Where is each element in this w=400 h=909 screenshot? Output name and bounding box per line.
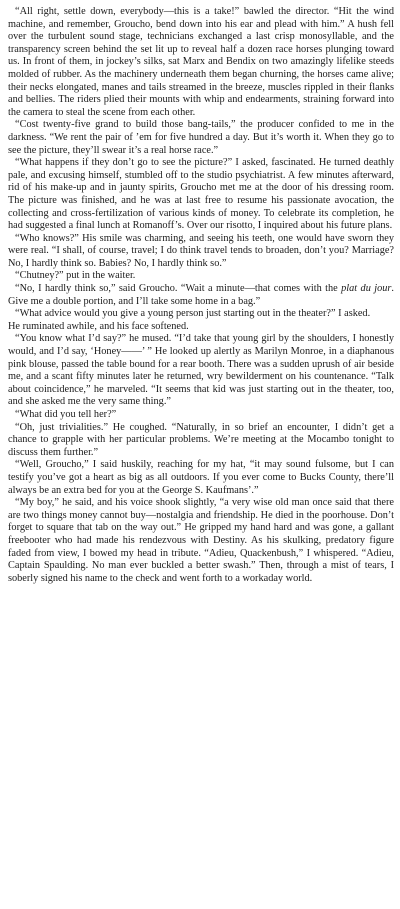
paragraph-bucks-county: “Well, Groucho,” I said huskily, reaching for my hat, “it may sound fulsome, but I can testify you’ve got a heart as big as all outdoors. If you ever come to Bucks County, there’ll always be an extra bed for you at the George S. Kaufmans’.” bbox=[8, 459, 394, 496]
paragraph-plat-du-jour bbox=[8, 283, 394, 308]
paragraph-advice-question: “What advice would you give a young person just starting out in the theater?” I asked. bbox=[15, 308, 371, 320]
paragraph-marilyn: “You know what I’d say?” he mused. “I’d take that young girl by the shoulders, I honestly would, and I’d say, ‘Honey——’ ” He looked up alertly as Marilyn Monroe, in a diaphanous pink blouse, passed the table bound for a rear booth. There was a sudden uprush of air beside me, and a scant fifty minutes later he returned, wry bewilderment on his countenance. “Talk about coincidence,” he marveled. “It seems that kid was just starting out in the theater, too, and she asked me the very same thing.” bbox=[8, 333, 394, 408]
plat-du-jour-italic: plat du jour bbox=[341, 283, 392, 295]
paragraph-chutney: “Chutney?” put in the waiter. bbox=[15, 270, 136, 282]
plat-du-jour-after: . Give me a double portion, and I’ll take some home in a bag.” bbox=[8, 283, 394, 307]
paragraph-who-knows: “Who knows?” His smile was charming, and seeing his teeth, one would have sworn they were real. “I shall, of course, travel; I do think travel tends to broaden, don’t you? Marriage? No, I hardly think so. Babies? No, I hardly think so.” bbox=[8, 232, 394, 269]
paragraph-trivialities: “Oh, just trivialities.” He coughed. “Naturally, in so brief an encounter, I didn’t get a chance to grapple with her particular problems. We’re meeting at the Mocambo tonight to discuss them further.” bbox=[8, 421, 394, 458]
paragraph-psychiatrist: “What happens if they don’t go to see the picture?” I asked, fascinated. He turned deathly pale, and excusing himself, stumbled off to the studio psychiatrist. A few minutes afterward, rid of his make-up and in jaunty spirits, Groucho met me at the door of his dressing room. The picture was finished, and he was at last free to resume his passionate avocation, the collecting and cross-fertilization of various kinds of money. To celebrate its completion, he had suggested a final lunch at Romanoff’s. Over our risotto, I inquired about his future plans. bbox=[8, 157, 394, 232]
plat-du-jour-before: “No, I hardly think so,” said Groucho. “Wait a minute—that comes with the bbox=[15, 283, 342, 295]
paragraph-bang-tails: “Cost twenty-five grand to build those bang-tails,” the producer confided to me in the darkness. “We rent the pair of ’em for five hundred a day. But it’s worth it. When they go to see the picture, they’ll swear it’s a real horse race.” bbox=[8, 119, 394, 156]
paragraph-farewell: “My boy,” he said, and his voice shook slightly, “a very wise old man once said that there are two things money cannot buy—nostalgia and friendship. He died in the poorhouse. Don’t forget to square that tab on the way out.” He gripped my hand hard and was gone, a gallant freebooter who had made his rendezvous with Destiny. As his skulking, predatory figure faded from view, I bowed my head in tribute. “Adieu, Quackenbush,” I whispered. “Adieu, Captain Spaulding. No man ever buckled a better swash.” Then, through a mist of tears, I soberly signed his name to the check and went forth to a workaday world. bbox=[8, 497, 394, 584]
paragraph-ruminated: He ruminated awhile, and his face softened. bbox=[8, 320, 189, 332]
paragraph-take: “All right, settle down, everybody—this is a take!” bawled the director. “Hit the wind machine, and remember, Groucho, bend down into his ear and plead with him.” A hush fell over the turbulent sound stage, technicians exchanged a last crisp monosyllable, and the transparency screen behind the set lit up to reveal half a dozen race horses plunging toward us. In front of them, in jockey’s silks, sat Marx and Bendix on two amazingly lifelike steeds molded of rubber. As the machinery underneath them began churning, the horses came alive; their necks elongated, manes and tails streamed in the breeze, muscles rippled in their flanks and bellies. The riders plied their mounts with whip and endearments, straining forward into the camera to steal the scene from each other. bbox=[8, 6, 394, 118]
paragraph-what-did-you-tell: “What did you tell her?” bbox=[15, 409, 117, 420]
